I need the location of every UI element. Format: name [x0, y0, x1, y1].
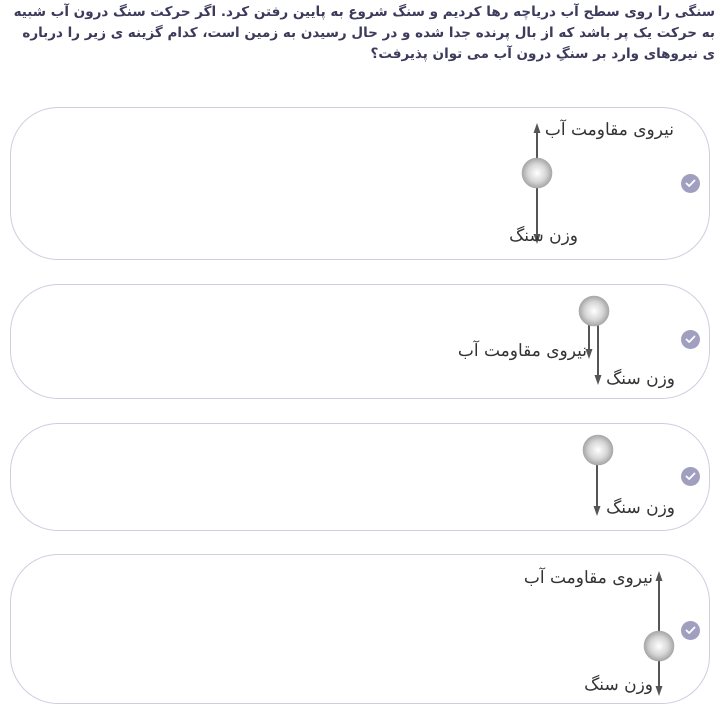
water-resistance-label: نیروی مقاومت آب: [457, 341, 587, 361]
check-circle-icon[interactable]: [681, 621, 700, 640]
stone-ball-icon: [644, 631, 674, 661]
water-resistance-label: نیروی مقاومت آب: [544, 120, 674, 140]
stone-ball-icon: [583, 435, 613, 465]
answer-option-2[interactable]: [10, 284, 710, 399]
weight-label: وزن سنگ: [509, 226, 578, 246]
question-text: سنگی را روی سطح آب دریاچه رها کردیم و سنگ شروع به پایین رفتن کرد. اگر حرکت سنگ درون آب شبیه به حرکت یک پر باشد که از بال پرنده جدا شده و در حال رسیدن به زمین است، کدام گزینه ی زیر را درباره ی نیروهای وارد بر سنگِ درون آب می توان پذیرفت؟: [13, 4, 715, 62]
check-circle-icon[interactable]: [681, 174, 700, 193]
check-circle-icon[interactable]: [681, 467, 700, 486]
answer-option-1[interactable]: [10, 107, 710, 260]
weight-label: وزن سنگ: [606, 498, 675, 518]
stone-ball-icon: [579, 296, 609, 326]
water-resistance-label: نیروی مقاومت آب: [523, 568, 653, 588]
answer-option-4[interactable]: [10, 554, 710, 704]
check-circle-icon[interactable]: [681, 330, 700, 349]
weight-label: وزن سنگ: [606, 369, 675, 389]
weight-label: وزن سنگ: [584, 675, 653, 695]
stone-ball-icon: [522, 158, 552, 188]
answer-option-3[interactable]: [10, 423, 710, 531]
